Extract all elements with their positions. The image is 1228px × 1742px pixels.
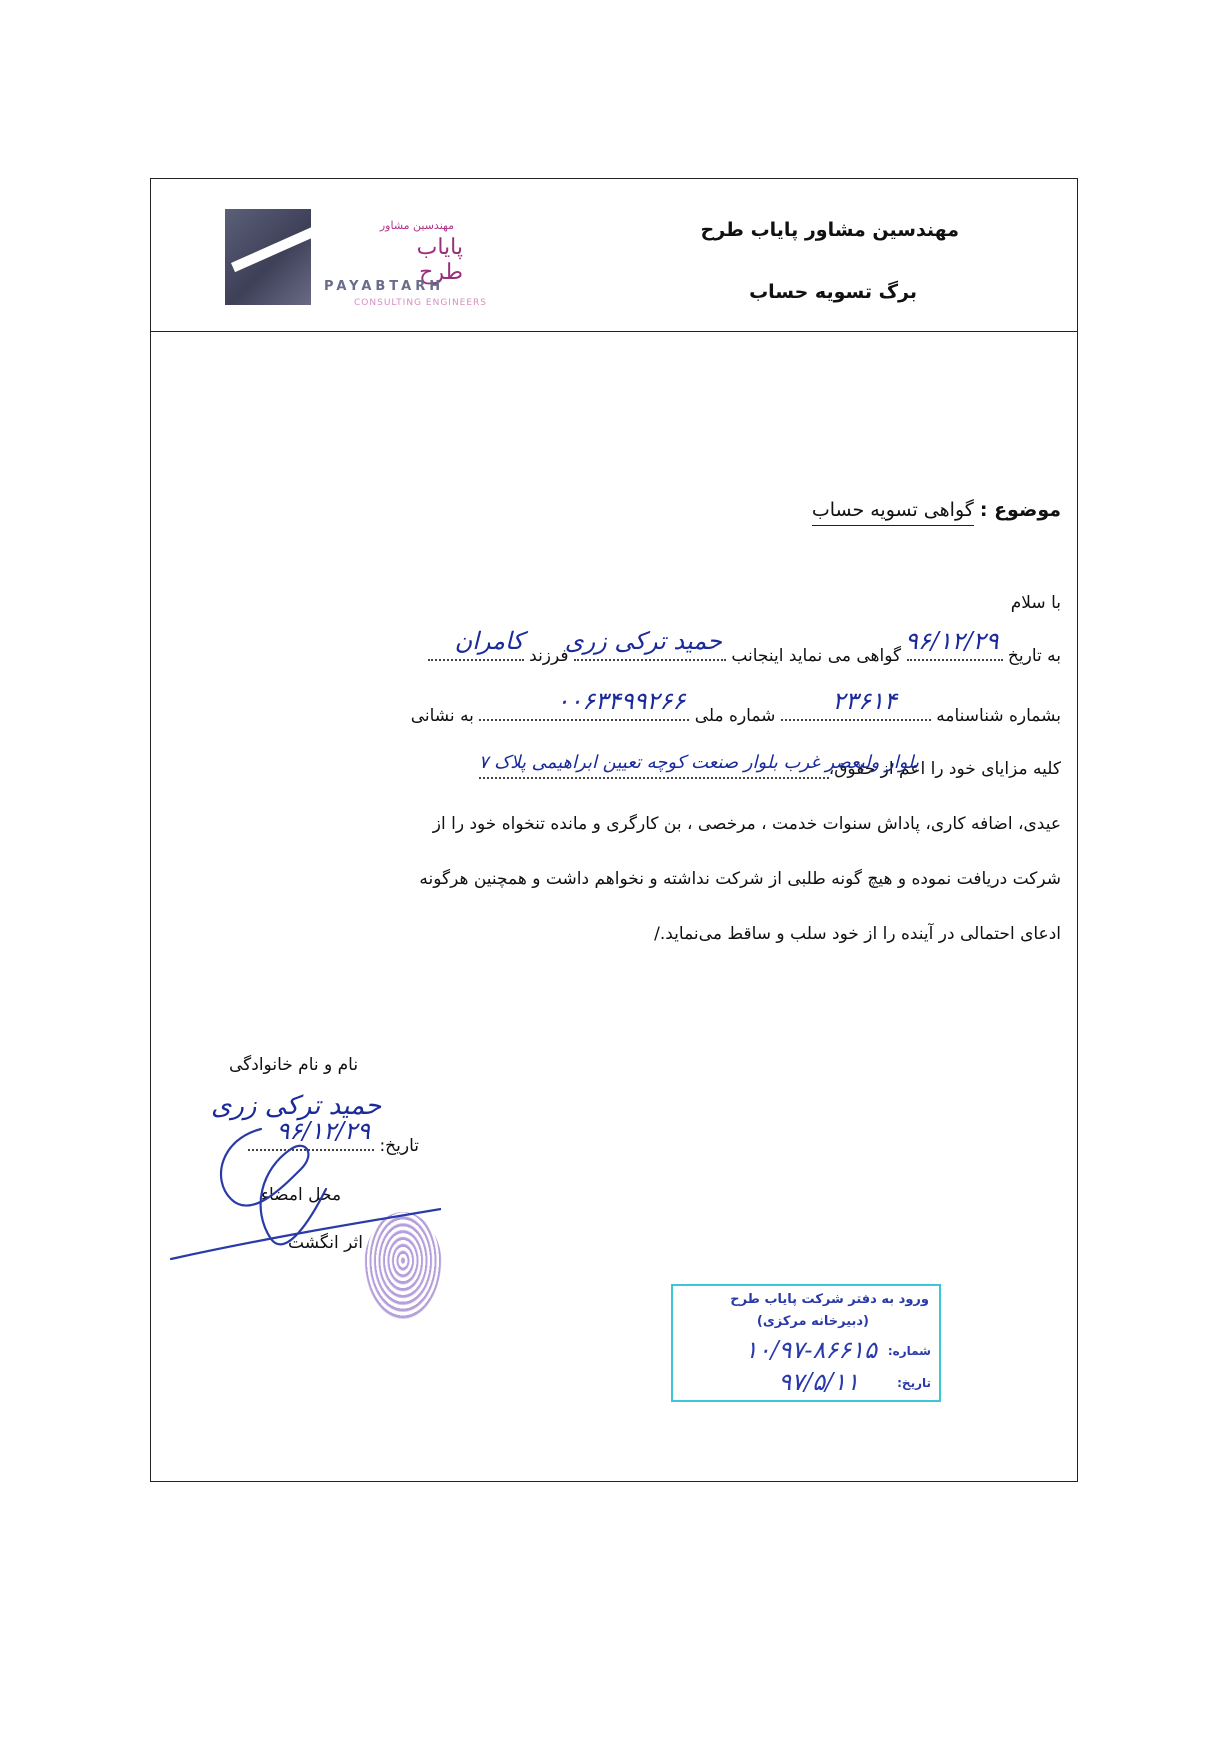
logo-english-subtitle: CONSULTING ENGINEERS [354, 298, 488, 308]
body-line-5: شرکت دریافت نموده و هیچ گونه طلبی از شرکت نداشته و نخواهم داشت و همچنین هرگونه [419, 869, 1061, 889]
signature-date-handwritten: ۹۶/۱۲/۲۹ [276, 1117, 371, 1145]
subject-line [812, 499, 1061, 521]
form-title: برگ تسویه حساب [749, 281, 917, 303]
id-label: بشماره شناسنامه [936, 706, 1061, 726]
letterhead [151, 179, 1077, 332]
date-handwritten: ۹۶/۱۲/۲۹ [905, 627, 999, 655]
id-field [781, 687, 931, 721]
logo-persian-subtitle: مهندسین مشاور [379, 219, 454, 232]
certify-text: گواهی می نماید اینجانب [731, 646, 902, 666]
signature-scribble [111, 1109, 441, 1269]
stamp-title: ورود به دفتر شرکت پایاب طرح [730, 1292, 929, 1307]
address-label: به نشانی [410, 706, 474, 726]
stamp-number-label: شماره: [887, 1344, 931, 1358]
name-surname-label: نام و نام خانوادگی [229, 1055, 359, 1075]
company-logo-mark [225, 209, 311, 305]
stamp-number-value: ۱۰/۹۷-۸۶۶۱۵ [744, 1336, 877, 1364]
stamp-date-value: ۹۷/۵/۱۱ [778, 1368, 859, 1396]
benefits-text: کلیه مزایای خود را اعم از حقوق، [828, 759, 1061, 779]
body-line-3 [478, 752, 1061, 779]
fingerprint-label: اثر انگشت [288, 1233, 363, 1253]
receipt-stamp [671, 1284, 941, 1402]
subject-value: گواهی تسویه حساب [812, 499, 974, 526]
body-line-4: عیدی، اضافه کاری، پاداش سنوات خدمت ، مرخصی ، بن کارگری و مانده تنخواه خود را از [432, 814, 1061, 834]
company-name: مهندسین مشاور پایاب طرح [700, 219, 959, 241]
signature-date-label: تاریخ: [379, 1136, 419, 1156]
signature-name-handwritten: حمید ترکی زری [211, 1091, 382, 1121]
body-line-6: ادعای احتمالی در آینده را از خود سلب و ساقط می‌نماید./ [654, 924, 1061, 944]
father-field [428, 627, 524, 661]
date-prefix: به تاریخ [1007, 646, 1061, 666]
signature-place-label: محل امضاء [261, 1185, 342, 1205]
logo-english-name: PAYABTARH [324, 279, 445, 294]
stamp-date-label: تاریخ: [897, 1376, 931, 1390]
father-handwritten: کامران [454, 627, 524, 655]
national-id-label: شماره ملی [694, 706, 776, 726]
id-handwritten: ۲۳۶۱۴ [832, 687, 897, 715]
name-handwritten: حمید ترکی زری [564, 627, 722, 655]
father-label: فرزند [529, 646, 569, 666]
national-id-handwritten: ۰۰۶۳۴۹۹۲۶۶ [556, 687, 686, 715]
subject-label: موضوع : [979, 499, 1061, 521]
logo-persian-name: پایاب طرح [416, 235, 463, 285]
national-id-field [479, 687, 689, 721]
address-handwritten: بلوار ولیعصر غرب بلوار صنعت کوچه تعیین ابراهیمی پلاک ۷ [478, 752, 920, 773]
body-line-2 [410, 687, 1061, 726]
name-field [564, 627, 726, 661]
stamp-subtitle: (دبیرخانه مرکزی) [756, 1314, 869, 1329]
document-frame [150, 178, 1078, 1482]
body-line-1 [428, 627, 1061, 666]
greeting: با سلام [1010, 593, 1061, 613]
date-field [905, 627, 1003, 661]
address-field [478, 752, 920, 779]
